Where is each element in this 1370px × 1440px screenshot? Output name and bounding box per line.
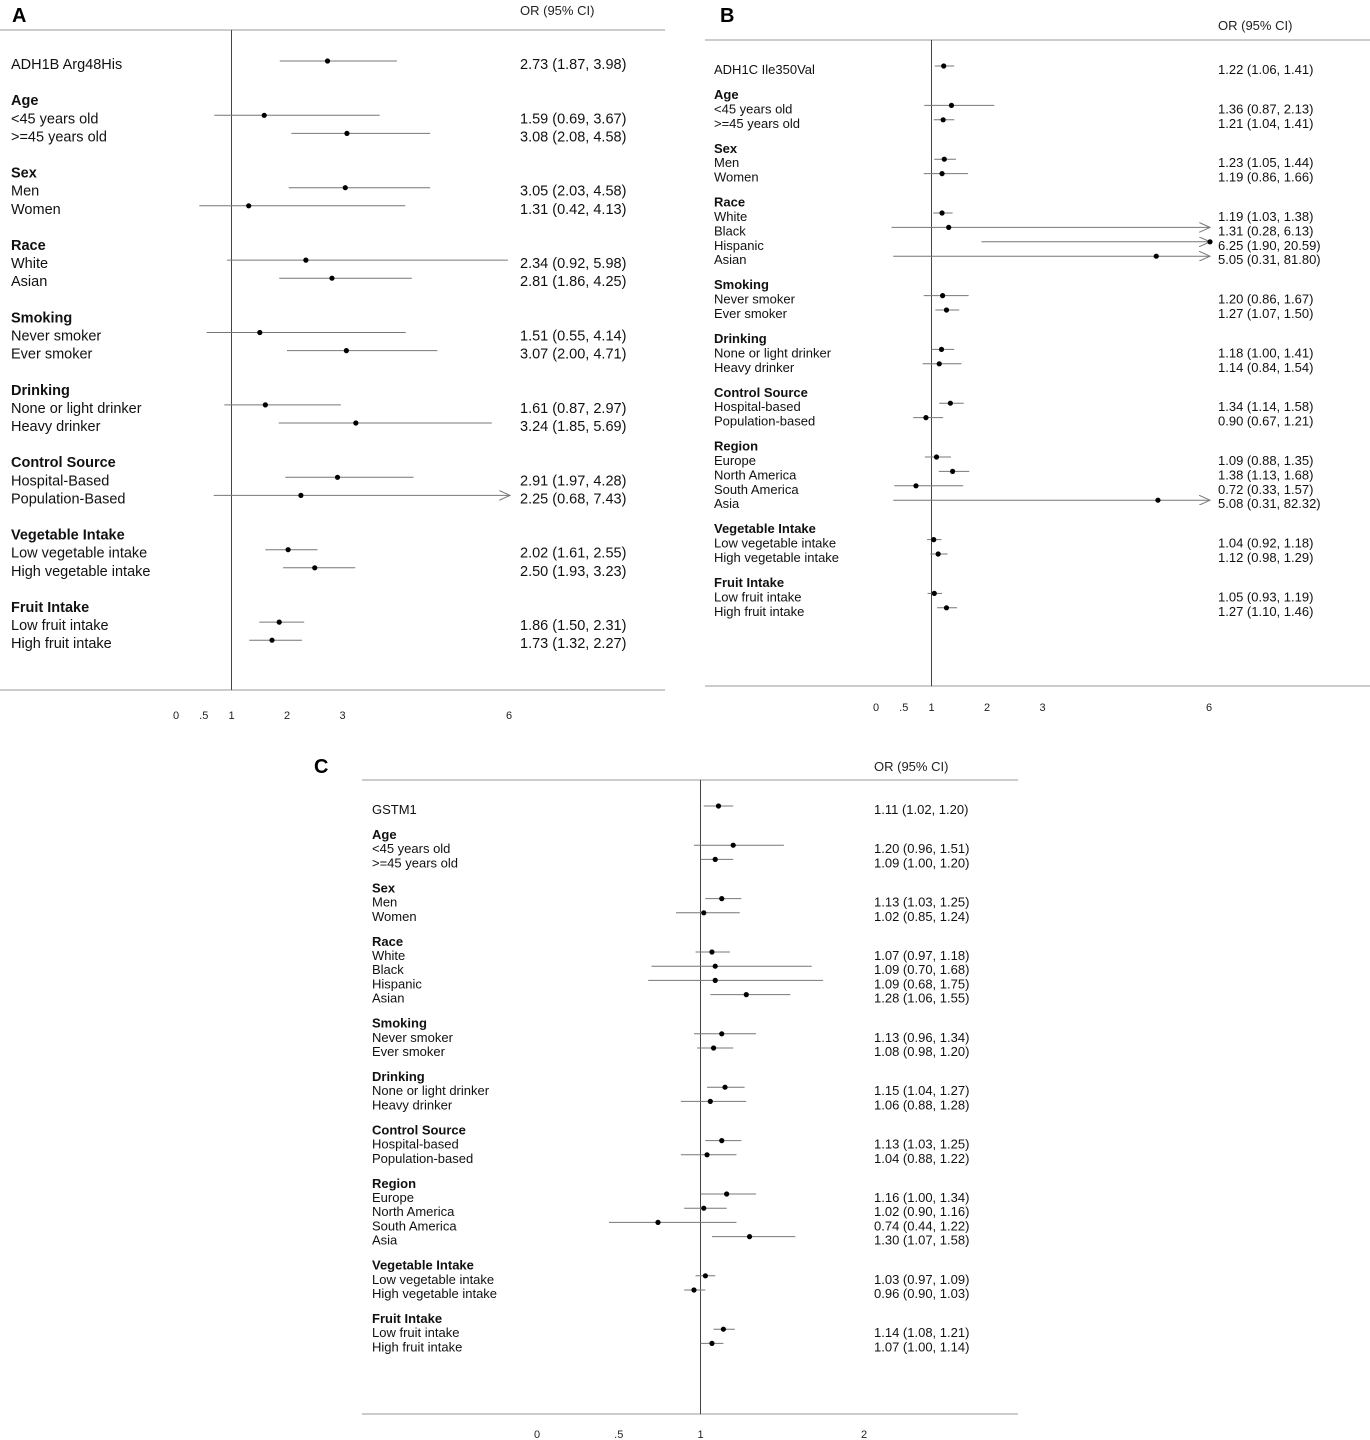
- row-label: <45 years old: [372, 841, 451, 857]
- row-label: Population-based: [714, 413, 816, 429]
- or-ci-value: 1.09 (0.88, 1.35): [1218, 453, 1314, 468]
- or-ci-value: 2.91 (1.97, 4.28): [520, 473, 627, 490]
- row-label: >=45 years old: [11, 129, 107, 146]
- or-ci-value: 1.11 (1.02, 1.20): [874, 802, 969, 817]
- x-tick-label: 1: [928, 702, 935, 714]
- row-label: None or light drinker: [372, 1083, 490, 1099]
- point-estimate: [701, 1206, 706, 1211]
- point-estimate: [325, 58, 330, 63]
- row-label: Hispanic: [714, 237, 764, 253]
- or-ci-value: 1.12 (0.98, 1.29): [1218, 550, 1314, 565]
- row-label: White: [372, 948, 406, 963]
- row-label: Hospital-based: [714, 399, 801, 415]
- x-tick-label: 3: [339, 710, 346, 722]
- group-label: Vegetable Intake: [714, 521, 816, 537]
- row-label: >=45 years old: [372, 855, 459, 871]
- point-estimate: [934, 454, 939, 459]
- x-tick-label: .5: [199, 710, 209, 722]
- row-label: Europe: [714, 453, 756, 468]
- or-ci-value: 1.38 (1.13, 1.68): [1218, 467, 1314, 483]
- or-ci-header: OR (95% CI): [520, 3, 595, 18]
- group-label: Drinking: [11, 382, 70, 399]
- group-label: Region: [372, 1175, 417, 1191]
- or-ci-value: 5.05 (0.31, 81.80): [1218, 252, 1321, 268]
- row-label: Low vegetable intake: [714, 535, 837, 551]
- x-tick-label: 2: [283, 710, 291, 722]
- row-label: Black: [714, 223, 746, 239]
- group-label: Fruit Intake: [11, 600, 90, 616]
- or-ci-value: 1.31 (0.28, 6.13): [1218, 223, 1314, 239]
- row-label: Ever smoker: [714, 306, 787, 321]
- row-label: Never smoker: [372, 1029, 453, 1045]
- row-label: White: [714, 209, 748, 224]
- or-ci-value: 1.02 (0.90, 1.16): [874, 1204, 970, 1220]
- point-estimate: [719, 1031, 724, 1036]
- group-label: Vegetable Intake: [11, 527, 125, 544]
- group-label: Smoking: [11, 310, 73, 327]
- point-estimate: [719, 896, 724, 901]
- row-label: ADH1C Ile350Val: [714, 62, 815, 77]
- panel-letter: A: [12, 5, 27, 27]
- point-estimate: [655, 1220, 660, 1225]
- or-ci-value: 1.59 (0.69, 3.67): [520, 111, 627, 128]
- point-estimate: [303, 258, 308, 263]
- row-label: North America: [372, 1204, 455, 1220]
- point-estimate: [1207, 239, 1212, 244]
- group-label: Control Source: [714, 384, 808, 400]
- group-label: Region: [714, 438, 759, 454]
- x-tick-label: 1: [228, 710, 235, 722]
- group-label: Smoking: [372, 1015, 427, 1031]
- or-ci-value: 1.27 (1.10, 1.46): [1218, 603, 1314, 619]
- or-ci-value: 2.34 (0.92, 5.98): [520, 256, 627, 273]
- group-label: Sex: [372, 880, 396, 896]
- or-ci-value: 2.02 (1.61, 2.55): [520, 545, 627, 562]
- or-ci-value: 1.13 (0.96, 1.34): [874, 1029, 970, 1045]
- point-estimate: [940, 293, 945, 298]
- point-estimate: [704, 1152, 709, 1157]
- row-label: Low vegetable intake: [11, 545, 148, 562]
- x-tick-label: 6: [1205, 702, 1213, 714]
- point-estimate: [941, 117, 946, 122]
- row-label: Men: [11, 183, 40, 200]
- or-ci-value: 1.34 (1.14, 1.58): [1218, 399, 1314, 415]
- row-label: Ever smoker: [372, 1044, 445, 1059]
- point-estimate: [932, 591, 937, 596]
- group-label: Vegetable Intake: [372, 1257, 474, 1273]
- point-estimate: [936, 551, 941, 556]
- row-label: Asian: [714, 252, 747, 268]
- point-estimate: [711, 1045, 716, 1050]
- point-estimate: [942, 157, 947, 162]
- group-label: Sex: [11, 165, 37, 182]
- point-estimate: [716, 803, 721, 808]
- x-tick-label: 3: [1039, 702, 1046, 714]
- row-label: High vegetable intake: [714, 550, 840, 565]
- or-ci-value: 0.90 (0.67, 1.21): [1218, 413, 1314, 429]
- row-label: Ever smoker: [11, 346, 93, 363]
- point-estimate: [329, 276, 334, 281]
- row-label: Men: [372, 894, 398, 910]
- group-label: Race: [372, 933, 404, 949]
- row-label: High fruit intake: [372, 1339, 463, 1355]
- or-ci-value: 2.25 (0.68, 7.43): [520, 491, 627, 508]
- point-estimate: [713, 857, 718, 862]
- or-ci-value: 1.09 (1.00, 1.20): [874, 855, 970, 871]
- point-estimate: [335, 475, 340, 480]
- row-label: Population-based: [372, 1150, 474, 1166]
- point-estimate: [946, 225, 951, 230]
- point-estimate: [703, 1273, 708, 1278]
- point-estimate: [263, 402, 268, 407]
- row-label: <45 years old: [11, 111, 99, 128]
- or-ci-value: 1.14 (0.84, 1.54): [1218, 359, 1314, 375]
- or-ci-value: 1.22 (1.06, 1.41): [1218, 62, 1314, 77]
- point-estimate: [269, 638, 274, 643]
- point-estimate: [713, 978, 718, 983]
- row-label: Europe: [372, 1190, 414, 1205]
- point-estimate: [913, 483, 918, 488]
- row-label: Heavy drinker: [714, 359, 795, 375]
- row-label: Hospital-Based: [11, 473, 110, 490]
- group-label: Drinking: [714, 331, 767, 346]
- row-label: None or light drinker: [11, 400, 142, 417]
- row-label: High fruit intake: [714, 603, 805, 619]
- row-label: Low fruit intake: [372, 1325, 460, 1341]
- or-ci-value: 0.72 (0.33, 1.57): [1218, 481, 1314, 497]
- group-label: Control Source: [11, 455, 116, 472]
- row-label: Women: [372, 908, 417, 924]
- or-ci-value: 1.20 (0.96, 1.51): [874, 841, 970, 857]
- point-estimate: [722, 1085, 727, 1090]
- x-tick-label: 0: [533, 1429, 541, 1440]
- row-label: Low fruit intake: [714, 589, 802, 605]
- or-ci-value: 1.21 (1.04, 1.41): [1218, 115, 1314, 131]
- row-label: Black: [372, 962, 404, 978]
- or-ci-value: 1.61 (0.87, 2.97): [520, 400, 627, 417]
- group-label: Race: [11, 238, 46, 254]
- or-ci-value: 0.96 (0.90, 1.03): [874, 1286, 970, 1301]
- or-ci-value: 1.06 (0.88, 1.28): [874, 1097, 970, 1113]
- row-label: Men: [714, 155, 740, 171]
- point-estimate: [949, 103, 954, 108]
- point-estimate: [721, 1327, 726, 1332]
- row-label: Asia: [714, 496, 740, 512]
- or-ci-value: 1.14 (1.08, 1.21): [874, 1325, 970, 1341]
- or-ci-value: 1.07 (1.00, 1.14): [874, 1339, 970, 1355]
- row-label: Asia: [372, 1232, 398, 1248]
- row-label: Asian: [11, 274, 48, 291]
- panel-a: [0, 3, 665, 722]
- or-ci-header: OR (95% CI): [874, 759, 949, 774]
- row-label: Never smoker: [714, 291, 795, 307]
- row-label: <45 years old: [714, 101, 793, 117]
- row-label: Never smoker: [11, 328, 102, 345]
- row-label: High fruit intake: [11, 636, 112, 653]
- row-label: High vegetable intake: [11, 563, 151, 580]
- row-label: South America: [714, 481, 799, 497]
- or-ci-value: 1.16 (1.00, 1.34): [874, 1190, 970, 1205]
- point-estimate: [944, 605, 949, 610]
- point-estimate: [701, 910, 706, 915]
- or-ci-value: 3.05 (2.03, 4.58): [520, 183, 627, 200]
- group-label: Smoking: [714, 277, 769, 293]
- group-label: Age: [11, 93, 39, 110]
- point-estimate: [939, 347, 944, 352]
- or-ci-value: 3.08 (2.08, 4.58): [520, 129, 627, 146]
- point-estimate: [344, 131, 349, 136]
- or-ci-value: 1.28 (1.06, 1.55): [874, 990, 970, 1006]
- x-tick-label: .5: [899, 702, 909, 714]
- point-estimate: [353, 420, 358, 425]
- x-tick-label: 0: [172, 710, 180, 722]
- group-label: Fruit Intake: [714, 575, 785, 590]
- or-ci-value: 1.09 (0.70, 1.68): [874, 962, 970, 978]
- group-label: Fruit Intake: [372, 1311, 443, 1326]
- point-estimate: [708, 1099, 713, 1104]
- panel-b: [705, 5, 1370, 714]
- or-ci-value: 1.27 (1.07, 1.50): [1218, 306, 1314, 321]
- or-ci-value: 5.08 (0.31, 82.32): [1218, 496, 1321, 512]
- or-ci-value: 1.73 (1.32, 2.27): [520, 636, 627, 653]
- point-estimate: [709, 949, 714, 954]
- or-ci-value: 3.07 (2.00, 4.71): [520, 346, 627, 363]
- point-estimate: [939, 210, 944, 215]
- point-estimate: [937, 361, 942, 366]
- x-tick-label: 0: [872, 702, 880, 714]
- or-ci-value: 1.19 (0.86, 1.66): [1218, 169, 1314, 185]
- row-label: >=45 years old: [714, 115, 801, 131]
- row-label: Women: [714, 169, 759, 185]
- or-ci-value: 1.51 (0.55, 4.14): [520, 328, 627, 345]
- panel-letter: C: [314, 756, 329, 778]
- row-label: High vegetable intake: [372, 1286, 498, 1301]
- point-estimate: [941, 63, 946, 68]
- x-tick-label: 2: [983, 702, 991, 714]
- row-label: Heavy drinker: [11, 419, 101, 435]
- row-label: Hospital-based: [372, 1136, 459, 1152]
- row-label: South America: [372, 1218, 457, 1234]
- or-ci-value: 1.13 (1.03, 1.25): [874, 1136, 970, 1152]
- or-ci-value: 1.23 (1.05, 1.44): [1218, 155, 1314, 171]
- or-ci-value: 1.20 (0.86, 1.67): [1218, 291, 1314, 307]
- or-ci-value: 1.03 (0.97, 1.09): [874, 1271, 970, 1287]
- point-estimate: [246, 203, 251, 208]
- or-ci-value: 1.04 (0.92, 1.18): [1218, 535, 1314, 551]
- point-estimate: [344, 348, 349, 353]
- group-label: Sex: [714, 140, 738, 156]
- group-label: Age: [714, 87, 739, 102]
- point-estimate: [312, 565, 317, 570]
- group-label: Drinking: [372, 1069, 425, 1084]
- row-label: Population-Based: [11, 491, 126, 508]
- or-ci-value: 1.30 (1.07, 1.58): [874, 1232, 970, 1248]
- row-label: Heavy drinker: [372, 1097, 453, 1113]
- or-ci-value: 3.24 (1.85, 5.69): [520, 419, 627, 435]
- point-estimate: [948, 401, 953, 406]
- point-estimate: [257, 330, 262, 335]
- panel-letter: B: [720, 5, 735, 27]
- or-ci-value: 2.81 (1.86, 4.25): [520, 274, 627, 291]
- point-estimate: [923, 415, 928, 420]
- point-estimate: [713, 964, 718, 969]
- or-ci-value: 1.07 (0.97, 1.18): [874, 948, 970, 963]
- point-estimate: [950, 469, 955, 474]
- point-estimate: [709, 1341, 714, 1346]
- point-estimate: [277, 620, 282, 625]
- x-tick-label: .5: [614, 1429, 624, 1440]
- group-label: Race: [714, 194, 746, 210]
- or-ci-value: 0.74 (0.44, 1.22): [874, 1218, 970, 1234]
- point-estimate: [262, 113, 267, 118]
- x-tick-label: 1: [697, 1429, 704, 1440]
- or-ci-value: 1.09 (0.68, 1.75): [874, 976, 970, 992]
- or-ci-value: 6.25 (1.90, 20.59): [1218, 237, 1321, 253]
- point-estimate: [939, 171, 944, 176]
- point-estimate: [744, 992, 749, 997]
- row-label: Low fruit intake: [11, 618, 109, 635]
- row-label: North America: [714, 467, 797, 483]
- or-ci-value: 1.19 (1.03, 1.38): [1218, 209, 1314, 224]
- or-ci-value: 2.50 (1.93, 3.23): [520, 563, 627, 580]
- point-estimate: [691, 1287, 696, 1292]
- point-estimate: [298, 493, 303, 498]
- or-ci-value: 1.18 (1.00, 1.41): [1218, 345, 1314, 361]
- row-label: Asian: [372, 990, 405, 1006]
- row-label: GSTM1: [372, 802, 417, 817]
- point-estimate: [931, 537, 936, 542]
- or-ci-value: 1.36 (0.87, 2.13): [1218, 101, 1314, 117]
- group-label: Age: [372, 827, 397, 842]
- row-label: Low vegetable intake: [372, 1271, 495, 1287]
- or-ci-value: 1.13 (1.03, 1.25): [874, 894, 970, 910]
- point-estimate: [747, 1234, 752, 1239]
- point-estimate: [286, 547, 291, 552]
- point-estimate: [1155, 498, 1160, 503]
- row-label: ADH1B Arg48His: [11, 57, 123, 73]
- or-ci-value: 1.02 (0.85, 1.24): [874, 908, 970, 924]
- point-estimate: [731, 843, 736, 848]
- or-ci-value: 1.31 (0.42, 4.13): [520, 201, 627, 218]
- point-estimate: [724, 1191, 729, 1196]
- x-tick-label: 2: [860, 1429, 868, 1440]
- or-ci-value: 1.05 (0.93, 1.19): [1218, 589, 1314, 605]
- or-ci-value: 1.04 (0.88, 1.22): [874, 1150, 970, 1166]
- row-label: White: [11, 256, 49, 273]
- point-estimate: [719, 1138, 724, 1143]
- point-estimate: [944, 307, 949, 312]
- or-ci-value: 1.86 (1.50, 2.31): [520, 618, 627, 635]
- point-estimate: [1154, 254, 1159, 259]
- x-tick-label: 6: [505, 710, 513, 722]
- row-label: None or light drinker: [714, 345, 832, 361]
- or-ci-value: 1.08 (0.98, 1.20): [874, 1044, 970, 1059]
- panel-c: [314, 756, 1018, 1440]
- row-label: Hispanic: [372, 976, 422, 992]
- row-label: Women: [11, 201, 61, 218]
- or-ci-value: 2.73 (1.87, 3.98): [520, 57, 627, 73]
- group-label: Control Source: [372, 1122, 466, 1138]
- or-ci-value: 1.15 (1.04, 1.27): [874, 1083, 970, 1099]
- point-estimate: [343, 185, 348, 190]
- or-ci-header: OR (95% CI): [1218, 18, 1293, 33]
